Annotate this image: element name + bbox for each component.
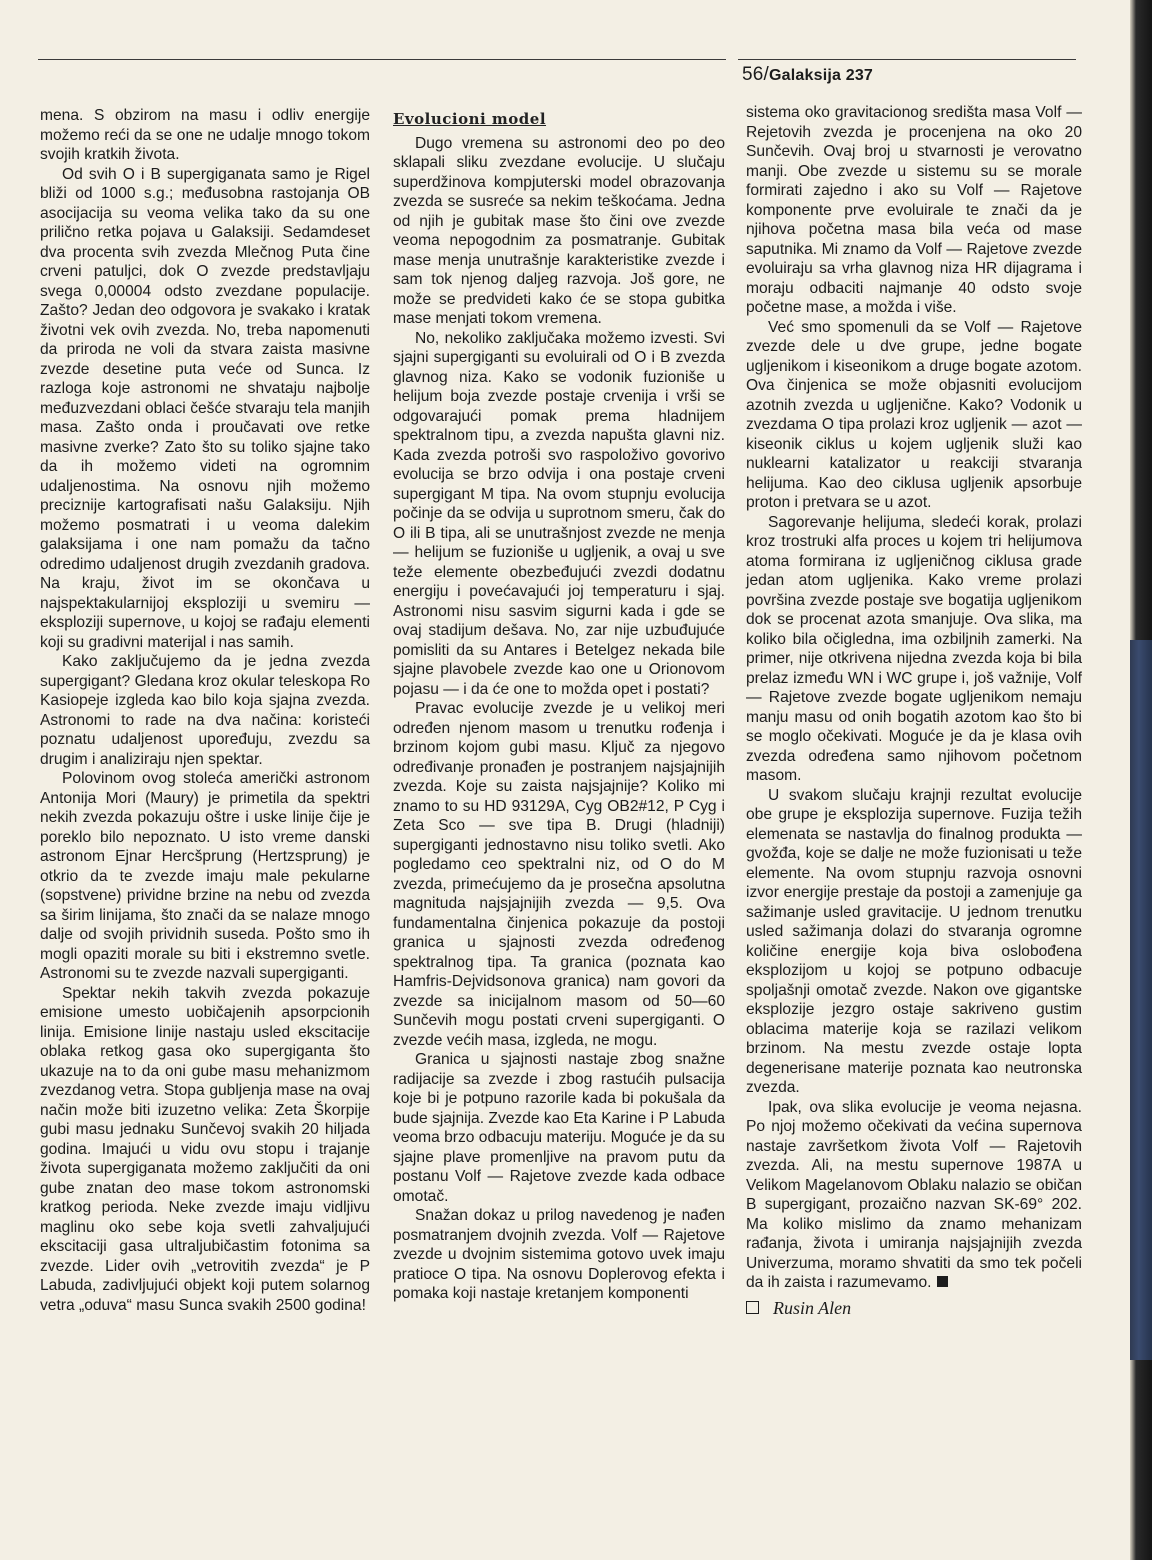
running-header (742, 64, 1082, 86)
paragraph: Snažan dokaz u prilog navedenog je nađen posmatranjem dvojnih zvezda. Volf — Rajetove zvezde u dvojnim sistemima gotovo uvek imaju pratioce O tipa. Na osnovu Doplerovog efekta i pomaka koji nastaje kretanjem komponenti (393, 1207, 725, 1302)
paragraph: U svakom slučaju krajnji rezultat evolucije obe grupe je eksplozija supernove. Fuzija težih elemenata se nastavlja do finalnog produkta — gvožđa, koje se dalje ne može fuzionisati u teže elemente. Na ovom stupnju razvoja osnovni izvor energije prestaje da postoji a zamenjuje ga sažimanje usled gravitacije. U jednom trenutku usled sažimanja dolazi do stvaranja ogromne količine energije koja biva oslobođena eksplozijom u kojoj se potpuno odbacuje spoljašnji omotač zvezde. Nakon ove gigantske eksplozije jezgro ostaje sakriveno gustim oblacima materije koja se razilazi velikom brzinom. Na mestu zvezde ostaje lopta degenerisane materije poznata kao neutronska zvezda. (746, 786, 1082, 1096)
author-name: Rusin Alen (773, 1297, 852, 1318)
section-heading: Evolucioni model (393, 110, 547, 128)
page-number: 56/ (742, 64, 770, 85)
paragraph: Kako zaključujemo da je jedna zvezda supergigant? Gledana kroz okular teleskopa Ro Kasiopeje izgleda kao bilo koja sjajna zvezda. Astronomi to rade na dva načina: koristeći poznatu udaljenost upoređuju, zvezdu sa drugim i analiziraju njen spektar. (40, 653, 370, 768)
column-3 (746, 103, 1082, 1318)
author-byline (746, 1299, 1082, 1319)
top-rule-right (738, 59, 1076, 60)
paragraph: sistema oko gravitacionog središta masa Volf — Rejetovih zvezda je procenjena na oko 20 Sunčevih. Ovaj broj u stvarnosti je verovatno manji. Obe zvezde u sistemu su se morale formirati zajedno i ako su Volf — Rajetove komponente prve evoluirale te znači da je njihova početna masa bila veća od mase saputnika. Mi znamo da Volf — Rajetove zvezde evoluiraju sa vrha glavnog niza HR dijagrama i moraju odbaciti najmanje 40 odsto svoje početne mase, a možda i više. (746, 104, 1082, 316)
paragraph: Dugo vremena su astronomi deo po deo sklapali sliku zvezdane evolucije. U slučaju superdžinova kompjuterski model obrazovanja zvezda se susreće sa nekim teškoćama. Jedna od njih je gubitak mase što čini ove zvezde veoma nepogodnim za posmatranje. Gubitak mase menja unutrašnje karakteristike zvezde i sam tok njenog daljeg razvoja. Još gore, ne može se predvideti kako će se stopa gubitka mase menjati tokom vremena. (393, 134, 725, 327)
adjacent-page-edge (1130, 640, 1152, 1360)
paragraph: mena. S obzirom na masu i odliv energije možemo reći da se one ne udalje mnogo tokom svojih kratkih života. (40, 107, 370, 163)
paragraph-text: Ipak, ova slika evolucije je veoma nejasna. Po njoj možemo očekivati da većina supernova nastaje završetkom života Volf — Rajetovih zvezda. Ali, na mestu supernove 1987A u Velikom Magelanovom Oblaku nalazio se običan B supergigant, prozaično nazvan SK-69° 202. Ma koliko mislimo da znamo mehanizam rađanja, života i umiranja najsjajnijih zvezda Univerzuma, moramo shvatiti da smo tek počeli da ih zaista i razumevamo. (746, 1098, 1082, 1291)
byline-box-icon (746, 1301, 759, 1314)
paragraph: Polovinom ovog stoleća američki astronom Antonija Mori (Maury) je primetila da spektri nekih zvezda pokazuju oštre i uske linije čije je poreklo bilo nepoznato. U isto vreme danski astronom Ejnar Hercšprung (Hertzsprung) je otkrio da te zvezde imaju male pekularne (sopstvene) prividne brzine na nebu od zvezda sa širim linijama, što znači da se nalaze mnogo dalje od svojih prividnih suseda. Pošto smo ih mogli opaziti morale su biti i ekstremno svetle. Astronomi su te zvezde nazvali supergiganti. (40, 770, 370, 982)
magazine-issue: Galaksija 237 (769, 67, 874, 84)
paragraph: Od svih O i B supergiganata samo je Rigel bliži od 1000 s.g.; međusobna rastojanja OB asocijacija su veoma velika tako da su one prilično retka pojava u Galaksiji. Sedamdeset dva procenta svih zvezda Mlečnog Puta čine crveni patuljci, dok O zvezde predstavljaju svega 0,00004 odsto zvezdane populacije. Zašto? Jedan deo odgovora je svakako i kratak životni vek ovih zvezda. No, treba napomenuti da priroda ne voli da stvara zaista masivne zvezde desetine puta veće od Sunca. Iz razloga koje astronomi ne shvataju najbolje međuzvezdani oblaci češće stvaraju tela manjih masa. Zašto onda i proučavati ove retke masivne zverke? Zato što su toliko sjajne tako da ih možemo videti na ogromnim udaljenostima. Na osnovu njih možemo preciznije kartografisati našu Galaksiju. Njih možemo posmatrati i u veoma dalekim galaksijama i one nam pomažu da tačno odredimo udaljenost drugih zvezdanih gradova. Na kraju, život im se okončava u najspektakularnijoj eksploziji u svemiru — eksploziji supernove, u kojoj se rađaju elementi koji su gradivni materijal i nas samih. (40, 165, 370, 651)
paragraph: Pravac evolucije zvezde je u velikoj meri određen njenom masom u trenutku rođenja i brzinom kojom gubi masu. Ključ za njegovo određivanje pronađen je postranjem najsjajnijih zvezda. Koje su zaista najsjajnije? Koliko mi znamo to su HD 93129A, Cyg OB2#12, P Cyg i Zeta Sco — sve tipa B. Drugi (hladniji) supergiganti jednostavno nisu toliko svetli. Ako pogledamo ceo spektralni niz, od O do M zvezda, primećujemo da je prosečna apsolutna magnituda najsjajnijih zvezda — 9,5. Ova fundamentalna činjenica pokazuje da postoji granica u sjajnosti zvezda određenog spektralnog tipa. Ta granica (poznata kao Hamfris-Dejvidsonova granica) nam govori da zvezde sa inicijalnom masom od 50—60 Sunčevih mogu postati crveni supergiganti. O zvezde većih masa, izgleda, ne mogu. (393, 700, 725, 1049)
paragraph: Granica u sjajnosti nastaje zbog snažne radijacije sa zvezde i zbog rastućih pulsacija koje bi je potpuno razorile kada bi pokušala da bude sjajnija. Zvezde kao Eta Karine i P Labuda veoma brzo odbacuju materiju. Moguće je da su sjajne plave promenljive na pravom putu da postanu Volf — Rajetove zvezde kada odbace omotač. (393, 1051, 725, 1205)
top-rule-left (38, 59, 726, 60)
paragraph: Sagorevanje helijuma, sledeći korak, prolazi kroz trostruki alfa proces u kojem tri helijumova atoma formirana iz ugljeničnog ciklusa grade jedan atom ugljenika. Kako vreme prolazi površina zvezde postaje sve bogatija ugljenikom dok se procenat azota smanjuje. Ova slika, ma koliko bila očigledna, ima ozbiljnih zamerki. Na primer, nije otkrivena nijedna zvezda koja bi bila prelaz između WN i WC grupe i, još važnije, Volf — Rajetove zvezde bogate ugljenikom nemaju manju masu od onih bogatih azotom kao što bi se moglo očekivati. Moguće je da je klasa ovih zvezda određena samo njihovom početnom masom. (746, 513, 1082, 784)
paragraph: No, nekoliko zaključaka možemo izvesti. Svi sjajni supergiganti su evoluirali od O i B zvezda glavnog niza. Kako se vodonik fuzioniše u helijum boja zvezde postaje crvenija i vrši se odgovarajući pomak prema hladnijem spektralnom tipu, a zvezda napušta glavni niz. Kada zvezda potroši svo raspoloživo govorivo evolucija se brzo odvija i ona postaje crveni supergigant M tipa. Na ovom stupnju evolucija počinje da se odvija u suprotnom smeru, čak do O ili B tipa, ali se unutrašnjost zvezde ne menja — helijum se fuzioniše u ugljenik, a ovaj u sve teže elemente obezbeđujući zvezdi dodatnu energiju i povećavajući joj temperaturu i sjaj. Astronomi nisu sasvim sigurni kada i gde se ovaj stadijum dešava. No, zar nije uzbuđujuće pomisliti da su Antares i Betelgez nekada bile sjajne plavobele zvezde kao one u Orionovom pojasu — i da će one to možda opet i postati? (393, 329, 725, 698)
column-2 (393, 110, 725, 1304)
paragraph: Spektar nekih takvih zvezda pokazuje emisione umesto uobičajenih apsorpcionih linija. Emisione linije nastaju usled ekscitacije oblaka retkog gasa oko supergiganta što ukazuje na to da oni gube masu mehanizmom zvezdanog vetra. Stopa gubljenja mase na ovaj način može biti izuzetno velika: Zeta Škorpije gubi masu jednaku Sunčevoj svakih 20 hiljada godina. Imajući u vidu ovu stopu i trajanje života supergiganata možemo zaključiti da oni gube znatan deo mase tokom astronomski kratkog perioda. Neke zvezde imaju vidljivu maglinu oko sebe koja svetli zahvaljujući ekscitaciji gasa ultraljubičastim fotonima sa zvezde. Lider ovih „vetrovitih zvezda“ je P Labuda, zadivljujući objekt koji putem solarnog vetra „oduva“ masu Sunca svakih 2500 godina! (40, 984, 370, 1314)
end-of-article-mark (937, 1276, 948, 1287)
column-1 (40, 106, 370, 1315)
paragraph: Već smo spomenuli da se Volf — Rajetove zvezde dele u dve grupe, jedne bogate ugljenikom i kiseonikom a druge bogate azotom. Ova činjenica se može objasniti evolucijom azotnih zvezda u ugljenične. Kako? Vodonik u zvezdama O tipa prolazi kroz ugljenik — azot — kiseonik ciklus u kojem ugljenik služi kao nuklearni katalizator u reakciji stvaranja helijuma. Kao deo ciklusa ugljenik apsorbuje proton i pretvara se u azot. (746, 318, 1082, 511)
last-paragraph (746, 1098, 1082, 1293)
